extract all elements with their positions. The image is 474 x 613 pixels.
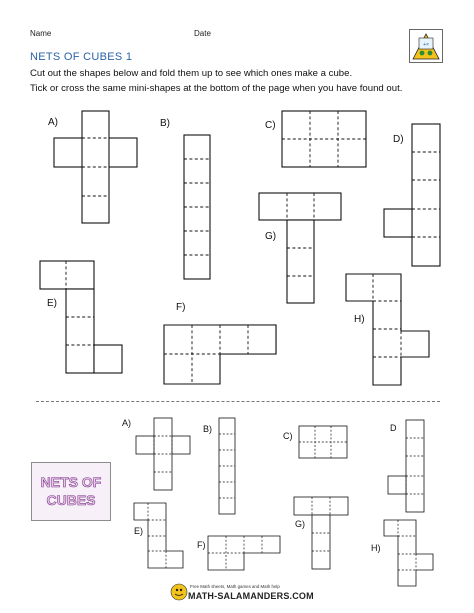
mini-net-g-shape bbox=[294, 497, 348, 569]
badge-line-2: CUBES bbox=[46, 492, 96, 508]
net-c-label: C) bbox=[265, 120, 276, 131]
instruction-line-2: Tick or cross the same mini-shapes at the bottom of the page when you have found out. bbox=[30, 83, 403, 94]
mini-net-d-shape bbox=[388, 420, 424, 512]
footer-tagline: Free Math sheets, Math games and Math help bbox=[190, 584, 280, 589]
mini-net-b-label: B) bbox=[203, 424, 212, 434]
date-label: Date bbox=[194, 29, 211, 38]
mini-net-e-label: E) bbox=[134, 526, 143, 536]
net-b-label: B) bbox=[160, 118, 170, 129]
net-a-label: A) bbox=[48, 117, 58, 128]
mini-net-c-label: C) bbox=[283, 431, 293, 441]
mini-net-h-shape bbox=[384, 520, 433, 586]
net-d-label: D) bbox=[393, 134, 404, 145]
salamander-footer-icon bbox=[170, 583, 188, 601]
footer-brand: MATH-SALAMANDERS.COM bbox=[188, 591, 314, 601]
net-h-label: H) bbox=[354, 314, 365, 325]
net-f-label: F) bbox=[176, 302, 186, 313]
name-label: Name bbox=[30, 29, 52, 38]
instruction-line-1: Cut out the shapes below and fold them up to see which ones make a cube. bbox=[30, 68, 353, 79]
mini-net-f-label: F) bbox=[197, 540, 206, 550]
mini-net-b-shape bbox=[219, 418, 235, 514]
mini-net-g-label: G) bbox=[295, 519, 305, 529]
mini-net-c-shape bbox=[299, 426, 347, 458]
badge-line-1: NETS OF bbox=[40, 474, 102, 490]
mini-net-h-label: H) bbox=[371, 543, 381, 553]
svg-text:+×: +× bbox=[423, 42, 429, 48]
mini-net-a-shape bbox=[136, 418, 190, 490]
mini-net-f-shape bbox=[208, 536, 280, 570]
mini-net-d-label: D bbox=[390, 423, 397, 433]
mini-net-a-label: A) bbox=[122, 418, 131, 428]
net-e-label: E) bbox=[47, 298, 57, 309]
net-g-label: G) bbox=[265, 231, 277, 242]
nets-of-cubes-badge bbox=[31, 462, 111, 521]
page-title: NETS OF CUBES 1 bbox=[30, 51, 133, 63]
